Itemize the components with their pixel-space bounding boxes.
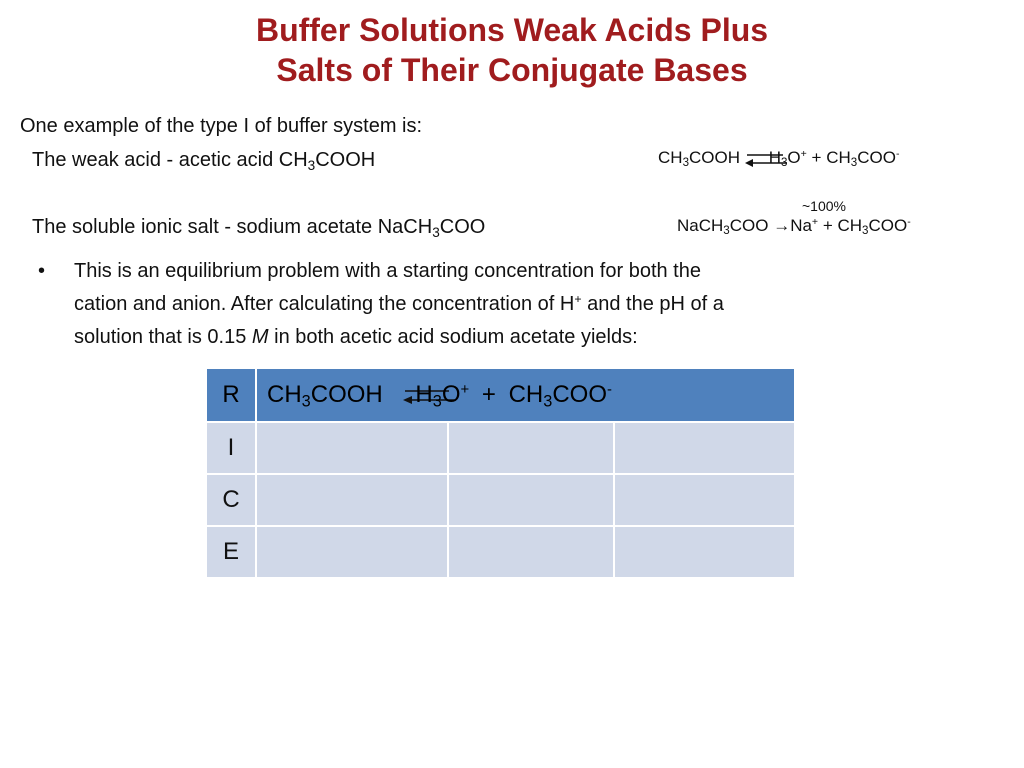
rice-header-equation (256, 368, 795, 422)
rice-cell (614, 526, 795, 578)
weak-acid-prefix: The weak acid - acetic acid CH (32, 149, 308, 171)
bullet-line-2-a: cation and anion. After calculating the concentration of H (74, 293, 575, 315)
bullet-line-3 (74, 321, 952, 354)
acid-equilibrium-equation (658, 148, 899, 168)
eq2-product2-sub: 3 (862, 225, 869, 238)
eq2-product2-rest: COO (868, 216, 908, 235)
eq1-reactant: CH (658, 148, 683, 167)
title-line-2: Salts of Their Conjugate Bases (276, 52, 748, 88)
title-line-1: Buffer Solutions Weak Acids Plus (255, 12, 769, 48)
rice-row-initial (206, 422, 795, 474)
header-product2-sub: 3 (543, 392, 553, 411)
slide-title (0, 10, 1024, 90)
rice-cell (448, 422, 614, 474)
eq2-reactant-rest: COO (729, 216, 769, 235)
bullet-line-3-b: in both acetic acid sodium acetate yields: (268, 326, 638, 348)
eq1-product2-sup: - (895, 148, 900, 161)
eq2-product2: CH (837, 216, 863, 235)
rice-cell (448, 526, 614, 578)
header-product1-rest: O (441, 381, 461, 408)
bullet-paragraph (32, 255, 952, 354)
rice-table (205, 367, 796, 579)
salt-sub: 3 (432, 224, 440, 240)
intro-text: One example of the type I of buffer system is: (20, 115, 423, 137)
eq1-product1: H (768, 148, 781, 167)
rice-cell (614, 474, 795, 526)
rice-cell (256, 422, 448, 474)
header-product2-sup: - (606, 381, 612, 398)
header-product1-sub: 3 (432, 392, 442, 411)
weak-acid-suffix: COOH (315, 149, 376, 171)
eq1-product1-sup: + (800, 148, 807, 161)
salt-prefix: The soluble ionic salt - sodium acetate NaCH (32, 216, 433, 238)
rice-cell (448, 474, 614, 526)
salt-dissociation-equation (677, 216, 911, 236)
eq1-product2-sub: 3 (850, 157, 858, 170)
header-product2: CH (508, 381, 544, 408)
molarity-symbol: M (251, 326, 269, 348)
eq1-product1-rest: O (787, 148, 801, 167)
salt-suffix: COO (439, 216, 486, 238)
eq1-product1-sub: 3 (781, 157, 788, 170)
rice-row-change (206, 474, 795, 526)
eq1-reactant-sub: 3 (682, 157, 689, 170)
header-reactant-rest: COOH (310, 381, 383, 408)
eq2-plus: + (822, 216, 833, 235)
header-reactant-sub: 3 (301, 392, 311, 411)
eq2-arrow: → (773, 216, 791, 235)
rice-header-label: R (206, 368, 256, 422)
weak-acid-line (32, 148, 375, 172)
rice-row-label: C (206, 474, 256, 526)
bullet-line-1: This is an equilibrium problem with a starting concentration for both the (74, 260, 701, 282)
eq1-plus: + (811, 148, 822, 167)
eq2-product1-sup: + (811, 216, 819, 229)
rice-row-label: I (206, 422, 256, 474)
bullet-dot-icon: • (38, 260, 46, 282)
eq1-product2: CH (826, 148, 851, 167)
bullet-text (74, 255, 952, 354)
header-plus: + (481, 381, 496, 408)
bullet-line-2 (74, 288, 952, 321)
eq2-reactant-sub: 3 (723, 225, 730, 238)
header-product1-sup: + (460, 381, 470, 398)
rice-cell (256, 474, 448, 526)
bullet-line-3-a: solution that is 0.15 (74, 326, 252, 348)
soluble-salt-line (32, 215, 485, 239)
eq2-reactant: NaCH (677, 216, 724, 235)
dissociation-note: ~100% (802, 198, 846, 214)
eq1-product2-rest: COO (857, 148, 896, 167)
bullet-line-2-b: and the pH of a (581, 293, 724, 315)
header-product1: H (415, 381, 433, 408)
rice-cell (614, 422, 795, 474)
rice-row-equilibrium (206, 526, 795, 578)
rice-header-row (206, 368, 795, 422)
header-product2-rest: COO (552, 381, 607, 408)
eq2-product1: Na (790, 216, 812, 235)
weak-acid-sub: 3 (307, 157, 316, 173)
header-reactant: CH (267, 381, 302, 408)
eq1-reactant-rest: COOH (688, 148, 740, 167)
rice-row-label: E (206, 526, 256, 578)
rice-cell (256, 526, 448, 578)
eq2-product2-sup: - (907, 216, 911, 229)
bullet-line-2-sup: + (574, 292, 582, 307)
